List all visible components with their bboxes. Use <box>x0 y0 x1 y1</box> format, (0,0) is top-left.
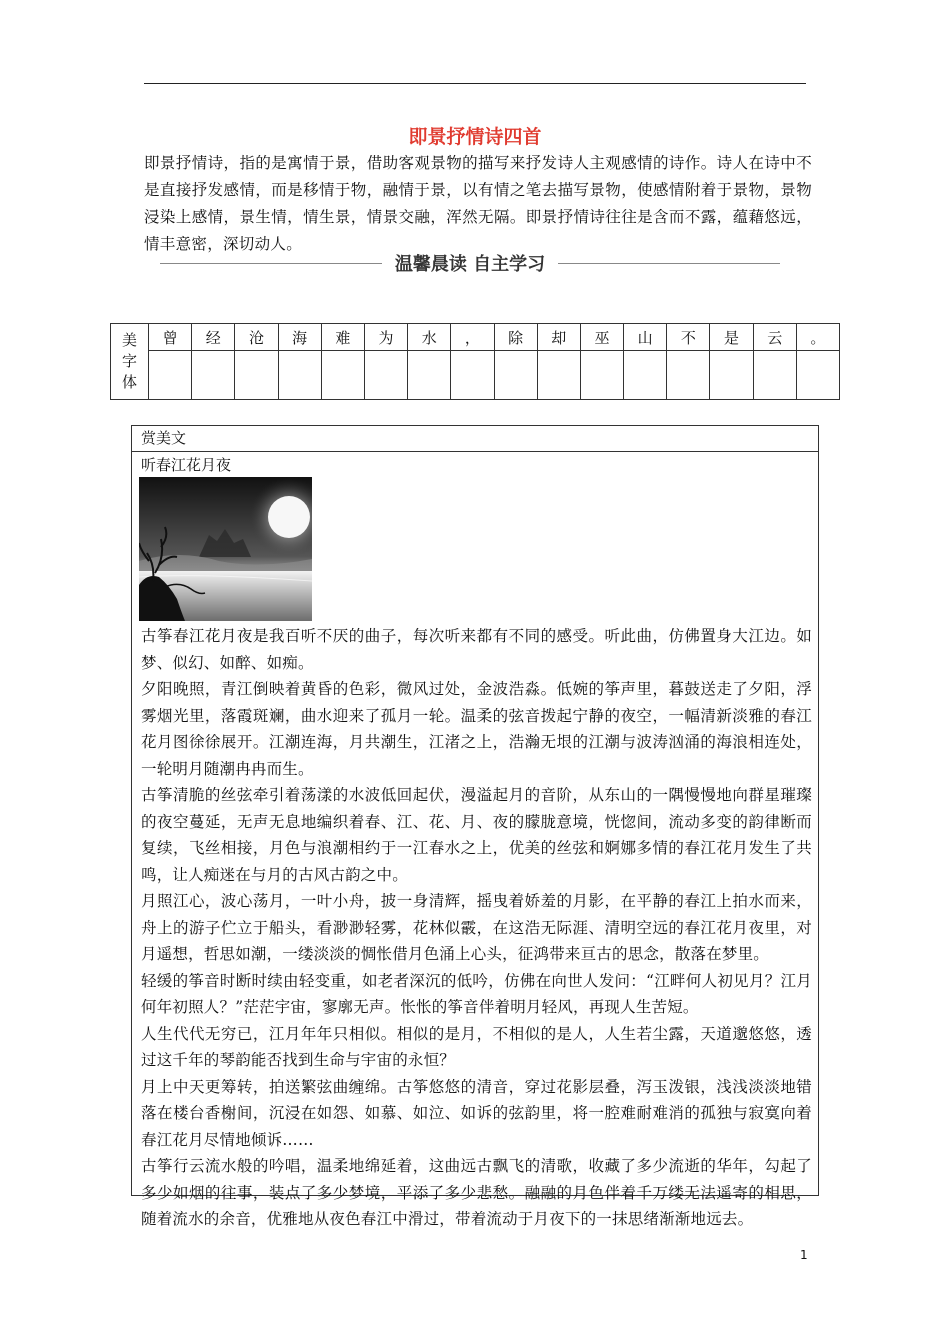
practice-cell[interactable] <box>451 351 494 400</box>
model-char: 经 <box>192 324 235 351</box>
reading-paragraph: 古筝行云流水般的吟唱，温柔地绵延着，这曲远古飘飞的清歌，收藏了多少流逝的华年，勾起了多少如烟的往事，装点了多少梦境，平添了多少悲愁。融融的月色伴着千万缕无法遥寄的相思，随着流水的余音，优雅地从夜色春江中滑过，带着流动于月夜下的一抹思绪渐渐地远去。 <box>141 1157 812 1228</box>
practice-cell[interactable] <box>321 351 364 400</box>
header-rule <box>144 83 806 84</box>
intro-paragraph: 即景抒情诗，指的是寓情于景，借助客观景物的描写来抒发诗人主观感情的诗作。诗人在诗中不是直接抒发感情，而是移情于物，融情于景，以有情之笔去描写景物，使感情附着于景物，景物浸染上感情，景生情，情生景，情景交融，浑然无隔。即景抒情诗往往是含而不露，蕴藉悠远，情丰意密，深切动人。 <box>144 154 812 253</box>
banner-line-right <box>558 263 780 264</box>
model-char: 为 <box>364 324 407 351</box>
section-banner <box>160 248 780 278</box>
reading-paragraph: 月照江心，波心荡月，一叶小舟，披一身清辉，摇曳着娇羞的月影，在平静的春江上拍水而来，舟上的游子伫立于船头，看渺渺轻雾，花林似霰，在这浩无际涯、清明空远的春江花月夜里，对月遥想，哲思如潮，一缕淡淡的惆怅借月色涌上心头，征鸿带来亘古的思念，散落在梦里。 <box>141 892 812 963</box>
practice-cell[interactable] <box>796 351 839 400</box>
practice-cell[interactable] <box>537 351 580 400</box>
model-char: 难 <box>321 324 364 351</box>
model-char: 曾 <box>149 324 192 351</box>
calligraphy-label <box>111 324 149 400</box>
practice-cell[interactable] <box>192 351 235 400</box>
model-char: 却 <box>537 324 580 351</box>
reading-paragraph: 人生代代无穷已，江月年年只相似。相似的是月，不相似的是人，人生若尘露，天道邈悠悠，透过这千年的琴韵能否找到生命与宇宙的永恒？ <box>141 1024 812 1069</box>
model-char: 除 <box>494 324 537 351</box>
model-char: 。 <box>796 324 839 351</box>
practice-cell[interactable] <box>408 351 451 400</box>
practice-cell[interactable] <box>753 351 796 400</box>
page-number: 1 <box>800 1248 808 1262</box>
model-char: 云 <box>753 324 796 351</box>
model-char: 山 <box>624 324 667 351</box>
label-char: 美 <box>121 331 137 349</box>
model-char: 海 <box>278 324 321 351</box>
reading-paragraph: 古筝清脆的丝弦牵引着荡漾的水波低回起伏，漫溢起月的音阶，从东山的一隅慢慢地向群星璀璨的夜空蔓延，无声无息地编织着春、江、花、月、夜的朦胧意境，恍惚间，流动多变的韵律断而复续，飞丝相接，月色与浪潮相约于一江春水之上，优美的丝弦和婀娜多情的春江花月发生了共鸣，让人痴迷在与月的古风古韵之中。 <box>141 786 812 884</box>
model-char: 不 <box>667 324 710 351</box>
practice-cell[interactable] <box>278 351 321 400</box>
practice-cell[interactable] <box>235 351 278 400</box>
model-char: 是 <box>710 324 753 351</box>
reading-paragraph: 夕阳晚照，青江倒映着黄昏的色彩，微风过处，金波浩淼。低婉的筝声里，暮鼓送走了夕阳，浮雾烟光里，落霞斑斓，曲水迎来了孤月一轮。温柔的弦音拨起宁静的夜空，一幅清新淡雅的春江花月图徐徐展开。江潮连海，月共潮生，江渚之上，浩瀚无垠的江潮与波涛汹涌的海浪相连处，一轮明月随潮冉冉而生。 <box>141 680 812 778</box>
moonlit-river-illustration <box>139 477 312 621</box>
practice-cell[interactable] <box>624 351 667 400</box>
banner-line-left <box>160 263 382 264</box>
model-char: ， <box>451 324 494 351</box>
practice-cell[interactable] <box>710 351 753 400</box>
moonlit-river-image <box>139 477 312 621</box>
reading-heading: 赏美文 <box>132 426 818 452</box>
calligraphy-practice-row <box>111 351 840 400</box>
model-char: 巫 <box>580 324 623 351</box>
calligraphy-table <box>110 323 840 400</box>
label-char: 体 <box>121 373 137 391</box>
practice-cell[interactable] <box>667 351 710 400</box>
page-title: 即景抒情诗四首 <box>408 126 542 148</box>
calligraphy-model-row <box>111 324 840 351</box>
reading-paragraph: 月上中天更筹转，拍送繁弦曲缠绵。古筝悠悠的清音，穿过花影层叠，泻玉泼银，浅浅淡淡地错落在楼台香榭间，沉浸在如怨、如慕、如泣、如诉的弦韵里，将一腔难耐难消的孤独与寂寞向着春江花月尽情地倾诉…… <box>141 1077 812 1149</box>
reading-box <box>131 425 819 1228</box>
reading-paragraph: 古筝春江花月夜是我百听不厌的曲子，每次听来都有不同的感受。听此曲，仿佛置身大江边。如梦、似幻、如醉、如痴。 <box>141 627 812 672</box>
reading-content <box>132 621 818 1233</box>
label-char: 字 <box>121 352 137 370</box>
reading-subtitle: 听春江花月夜 <box>141 456 232 474</box>
practice-cell[interactable] <box>364 351 407 400</box>
model-char: 水 <box>408 324 451 351</box>
reading-paragraph: 轻缓的筝音时断时续由轻变重，如老者深沉的低吟，仿佛在向世人发问：“江畔何人初见月？江月何年初照人？”茫茫宇宙，寥廓无声。怅怅的筝音伴着明月轻风，再现人生苦短。 <box>141 971 812 1016</box>
practice-cell[interactable] <box>149 351 192 400</box>
model-char: 沧 <box>235 324 278 351</box>
section-banner-text: 温馨晨读 自主学习 <box>394 254 546 275</box>
practice-cell[interactable] <box>580 351 623 400</box>
practice-cell[interactable] <box>494 351 537 400</box>
